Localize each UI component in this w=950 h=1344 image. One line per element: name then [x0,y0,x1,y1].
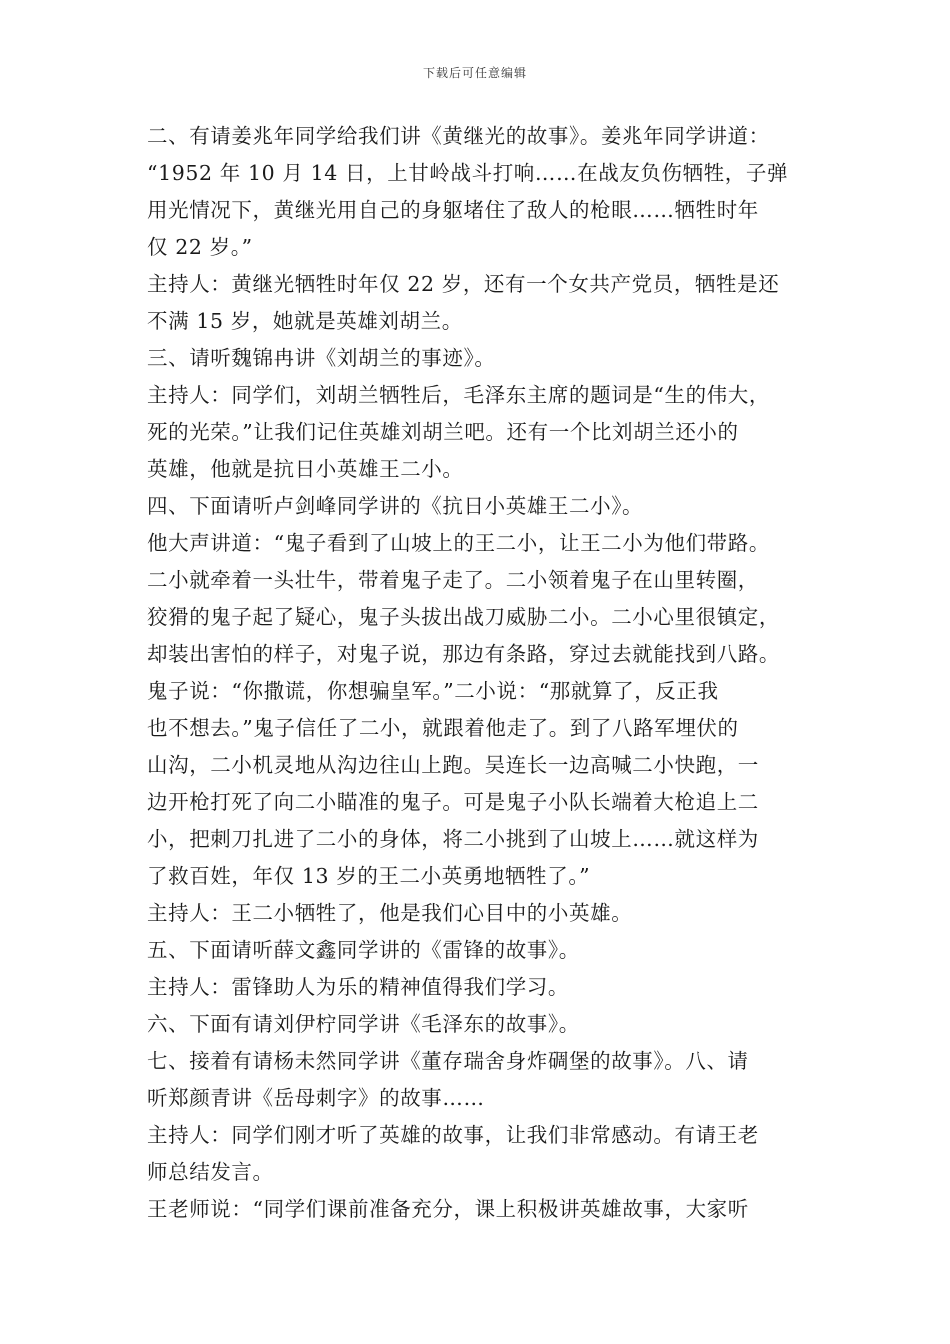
text-line: 用光情况下，黄继光用自己的身躯堵住了敌人的枪眼……牺牲时年 [147,198,759,222]
text-line: 仅 22 岁。” [147,235,253,259]
text-line: 师总结发言。 [147,1160,274,1184]
text-line: 山沟，二小机灵地从沟边往山上跑。吴连长一边高喊二小快跑，一 [147,753,759,777]
text-line: 五、下面请听薛文鑫同学讲的《雷锋的故事》。 [147,938,580,962]
text-line: 主持人：王二小牺牲了，他是我们心目中的小英雄。 [147,901,633,925]
text-line: 三、请听魏锦冉讲《刘胡兰的事迹》。 [147,346,496,370]
text-line: “1952 年 10 月 14 日，上甘岭战斗打响……在战友负伤牺牲，子弹 [147,161,789,185]
text-line: 小，把刺刀扎进了二小的身体，将二小挑到了山坡上……就这样为 [147,827,759,851]
text-line: 了救百姓，年仅 13 岁的王二小英勇地牺牲了。” [147,864,591,888]
text-line: 边开枪打死了向二小瞄准的鬼子。可是鬼子小队长端着大枪追上二 [147,790,759,814]
text-line: 他大声讲道：“鬼子看到了山坡上的王二小，让王二小为他们带路。 [147,531,770,555]
text-line: 主持人：同学们，刘胡兰牺牲后，毛泽东主席的题词是“生的伟大， [147,383,770,407]
text-line: 六、下面有请刘伊柠同学讲《毛泽东的故事》。 [147,1012,580,1036]
text-line: 鬼子说：“你撒谎，你想骗皇军。”二小说：“那就算了，反正我 [147,679,719,703]
document-body [147,118,817,1228]
text-line: 二、有请姜兆年同学给我们讲《黄继光的故事》。姜兆年同学讲道： [147,124,770,148]
text-line: 四、下面请听卢剑峰同学讲的《抗日小英雄王二小》。 [147,494,644,518]
text-line: 七、接着有请杨未然同学讲《董存瑞舍身炸碉堡的故事》。八、请 [147,1049,749,1073]
text-line: 英雄，他就是抗日小英雄王二小。 [147,457,464,481]
text-line: 也不想去。”鬼子信任了二小，就跟着他走了。到了八路军埋伏的 [147,716,739,740]
text-line: 二小就牵着一头壮牛，带着鬼子走了。二小领着鬼子在山里转圈， [147,568,759,592]
text-line: 主持人：黄继光牺牲时年仅 22 岁，还有一个女共产党员，牺牲是还 [147,272,780,296]
text-line: 王老师说：“同学们课前准备充分，课上积极讲英雄故事，大家听 [147,1197,749,1221]
text-line: 却装出害怕的样子，对鬼子说，那边有条路，穿过去就能找到八路。 [147,642,780,666]
text-line: 主持人：同学们刚才听了英雄的故事，让我们非常感动。有请王老 [147,1123,759,1147]
text-line: 死的光荣。”让我们记住英雄刘胡兰吧。还有一个比刘胡兰还小的 [147,420,739,444]
text-line: 不满 15 岁，她就是英雄刘胡兰。 [147,309,463,333]
text-line: 狡猾的鬼子起了疑心，鬼子头拔出战刀威胁二小。二小心里很镇定， [147,605,780,629]
text-line: 听郑颜青讲《岳母刺字》的故事…… [147,1086,485,1110]
page-header: 下载后可任意编辑 [422,66,527,80]
text-line: 主持人：雷锋助人为乐的精神值得我们学习。 [147,975,569,999]
